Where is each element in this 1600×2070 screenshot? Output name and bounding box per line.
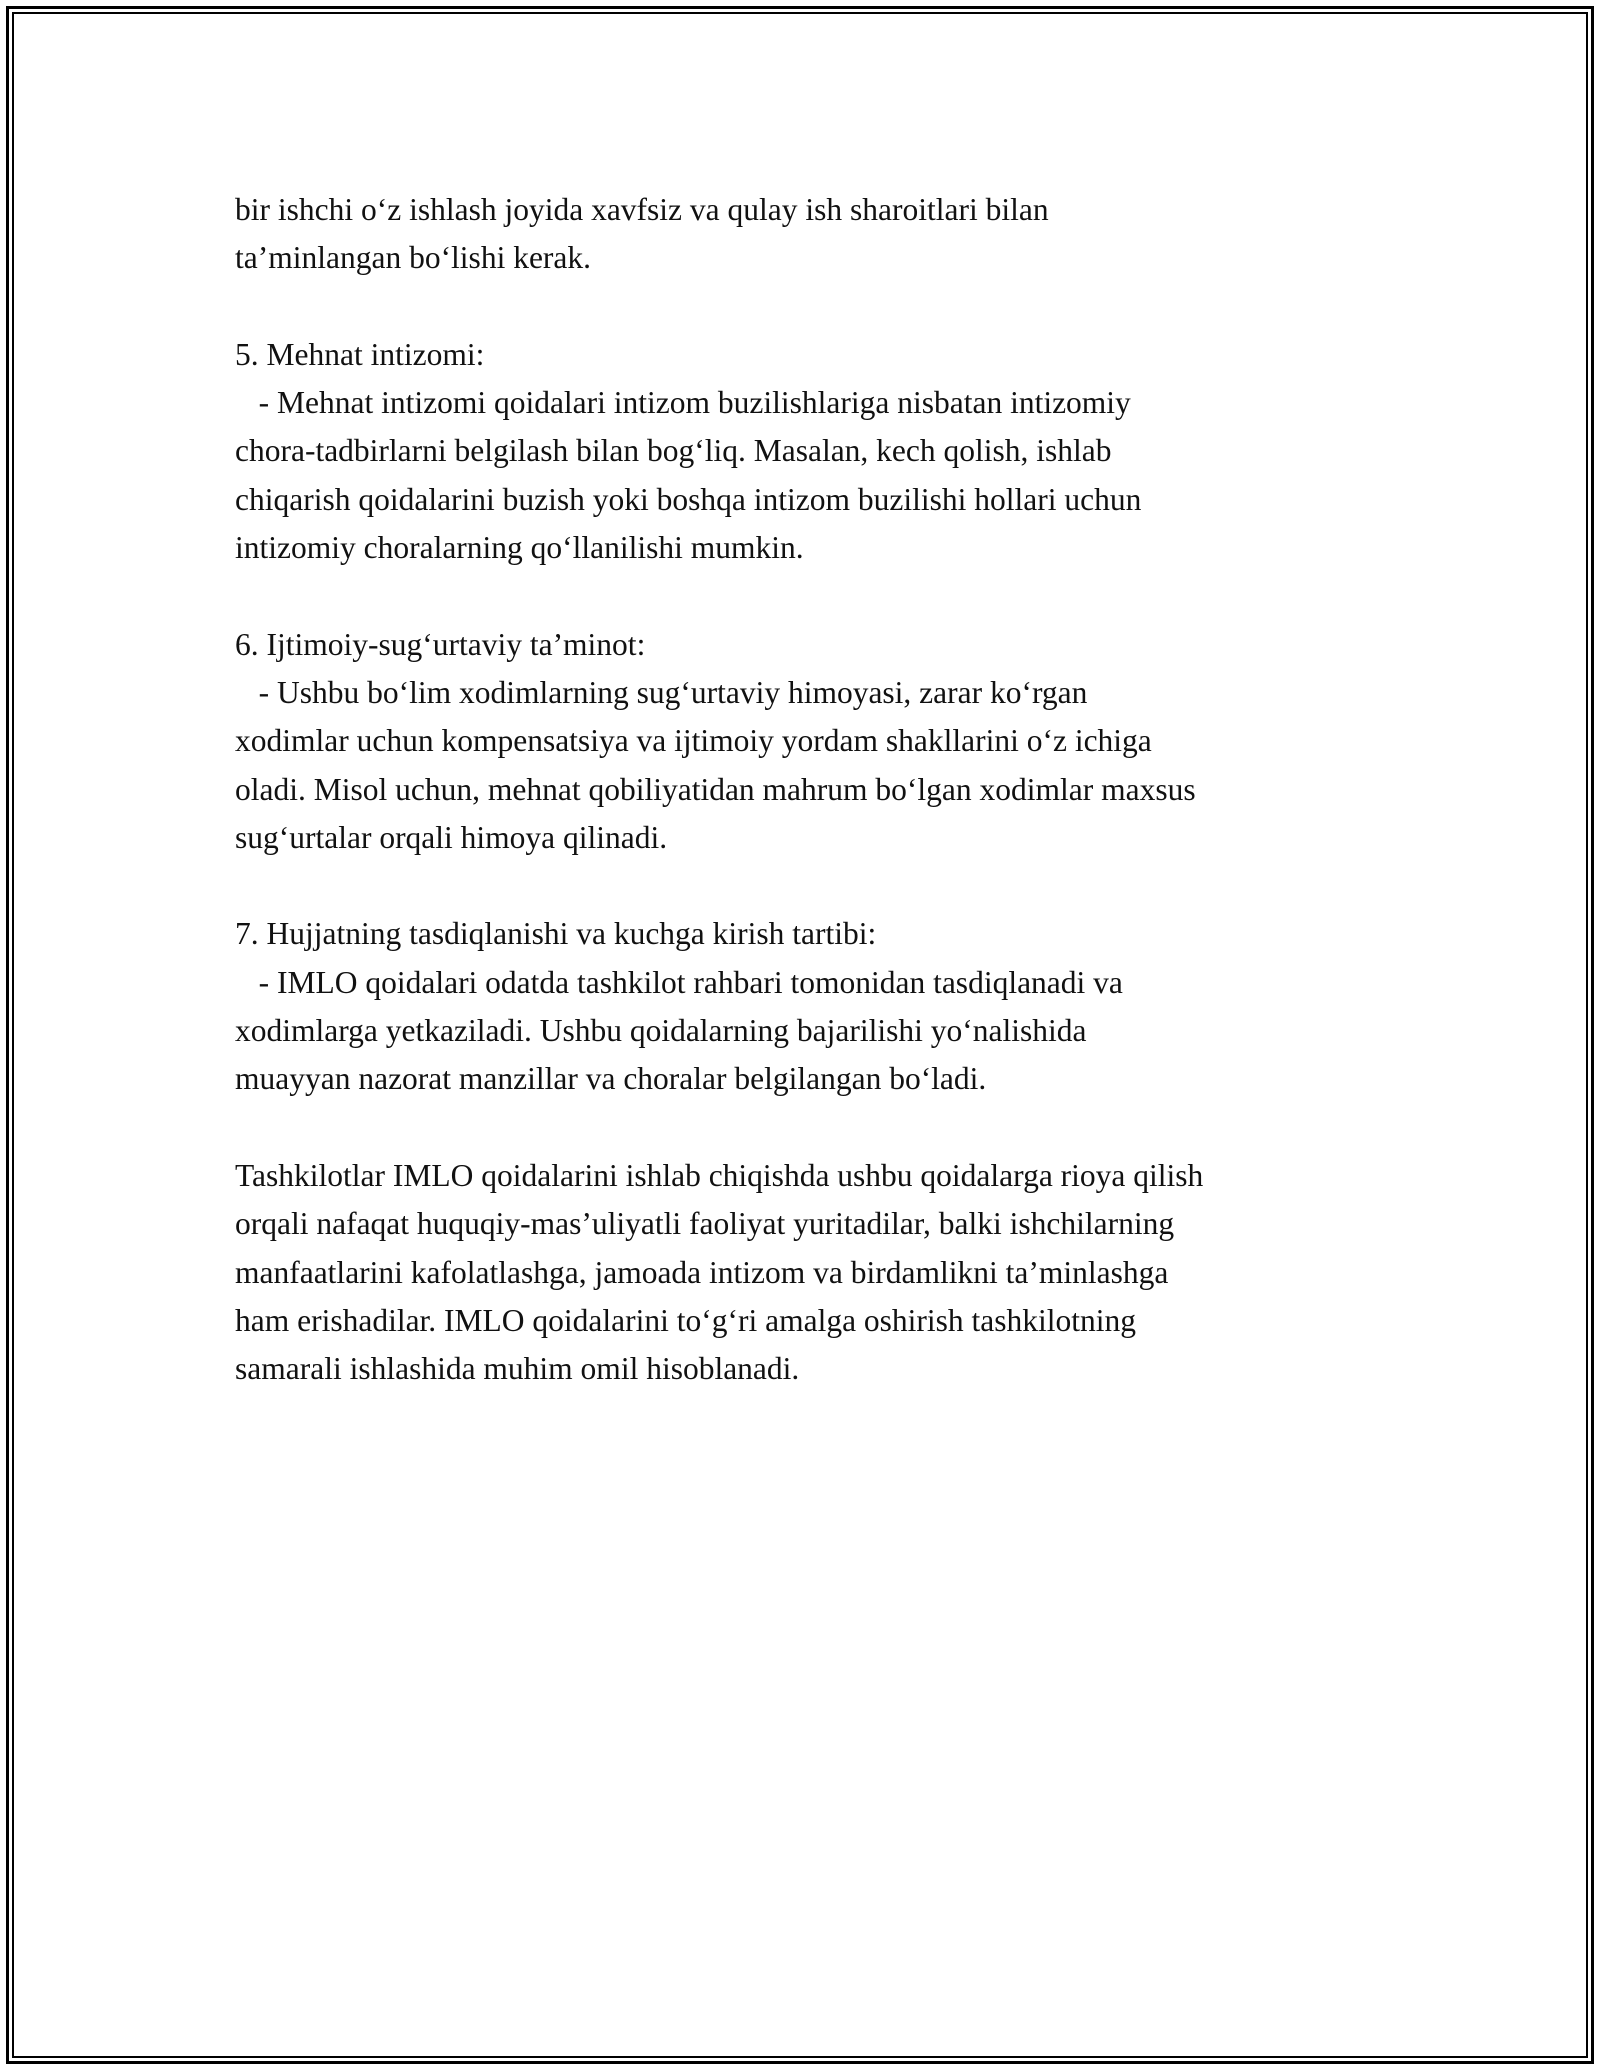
text-line: intizomiy choralarning qo‘llanilishi mumkin. — [235, 530, 804, 566]
text-line: chora-tadbirlarni belgilash bilan bog‘liq. Masalan, kech qolish, ishlab — [235, 433, 1112, 469]
text-line: - IMLO qoidalari odatda tashkilot rahbari tomonidan tasdiqlanadi va — [235, 964, 1123, 1000]
text-line: - Ushbu bo‘lim xodimlarning sug‘urtaviy himoyasi, zarar ko‘rgan — [235, 674, 1088, 710]
section-6-ijtimoiy-sugurtaviy-taminot — [235, 621, 1385, 862]
paragraph-intro-tail — [235, 186, 1385, 283]
text-line: chiqarish qoidalarini buzish yoki boshqa intizom buzilishi hollari uchun — [235, 481, 1142, 517]
section-heading: 7. Hujjatning tasdiqlanishi va kuchga kirish tartibi: — [235, 916, 877, 952]
document-body — [235, 186, 1385, 1393]
paragraph-spacer — [235, 862, 1385, 910]
text-line: oladi. Misol uchun, mehnat qobiliyatidan mahrum bo‘lgan xodimlar maxsus — [235, 771, 1196, 807]
text-line: - Mehnat intizomi qoidalari intizom buzilishlariga nisbatan intizomiy — [235, 385, 1131, 421]
text-line: bir ishchi o‘z ishlash joyida xavfsiz va qulay ish sharoitlari bilan — [235, 192, 1049, 227]
paragraph-conclusion — [235, 1152, 1385, 1393]
text-line: ta’minlangan bo‘lishi kerak. — [235, 240, 592, 276]
text-line: orqali nafaqat huquqiy-mas’uliyatli faoliyat yuritadilar, balki ishchilarning — [235, 1206, 1175, 1242]
text-line: xodimlar uchun kompensatsiya va ijtimoiy yordam shakllarini o‘z ichiga — [235, 723, 1152, 759]
text-line: ham erishadilar. IMLO qoidalarini to‘g‘ri amalga oshirish tashkilotning — [235, 1302, 1137, 1338]
section-7-hujjat-tasdiqlanishi — [235, 910, 1385, 1103]
paragraph-spacer — [235, 283, 1385, 331]
text-line: muayyan nazorat manzillar va choralar belgilangan bo‘ladi. — [235, 1061, 987, 1097]
text-line: sug‘urtalar orqali himoya qilinadi. — [235, 819, 668, 855]
paragraph-spacer — [235, 1104, 1385, 1152]
text-line: xodimlarga yetkaziladi. Ushbu qoidalarning bajarilishi yo‘nalishida — [235, 1013, 1087, 1049]
section-heading: 6. Ijtimoiy-sug‘urtaviy ta’minot: — [235, 626, 646, 662]
paragraph-spacer — [235, 572, 1385, 620]
section-heading: 5. Mehnat intizomi: — [235, 336, 485, 372]
text-line: samarali ishlashida muhim omil hisoblanadi. — [235, 1351, 800, 1387]
text-line: Tashkilotlar IMLO qoidalarini ishlab chiqishda ushbu qoidalarga rioya qilish — [235, 1157, 1204, 1193]
section-5-mehnat-intizomi — [235, 331, 1385, 572]
text-line: manfaatlarini kafolatlashga, jamoada intizom va birdamlikni ta’minlashga — [235, 1254, 1169, 1290]
